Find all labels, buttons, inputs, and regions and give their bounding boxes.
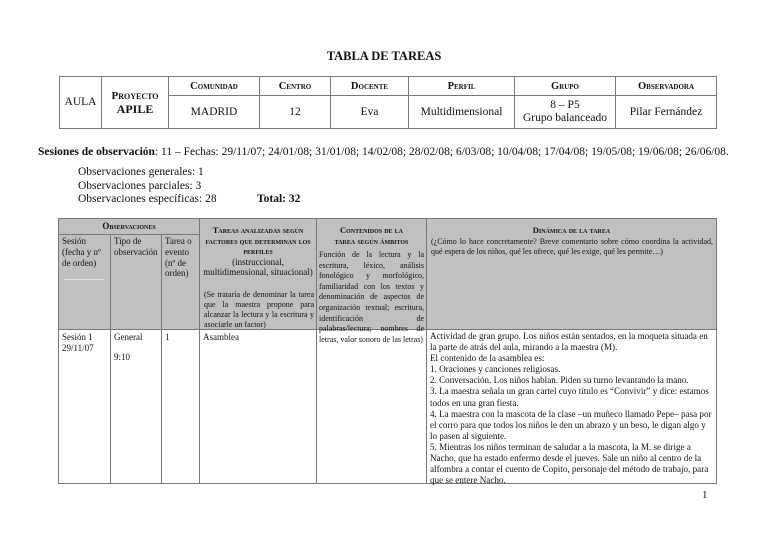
info-table [59,76,717,129]
docente-header: Docente [350,80,389,92]
dinamica-header-note: (¿Cómo lo hace concretamente? Breve comentario sobre cómo coordina la actividad, qué espera de los niños, qué les ofrece, qué les exige, qué les permite…) [431,237,713,256]
aula-label: AULA [64,96,97,108]
row1-hora: 9:10 [114,351,131,362]
comunidad-value: MADRID [190,105,238,118]
observadora-header: Observadora [637,80,695,92]
comunidad-header: Comunidad [190,80,238,92]
observaciones-header: Observaciones [102,221,156,231]
row1-tarea: 1 [165,332,170,342]
tareas-header-title: Tareas analizadas según factores que determinan los perfiles [205,225,311,256]
page-title: TABLA DE TAREAS [326,49,442,63]
grupo-header: Grupo [551,80,579,92]
proyecto-value: APILE [116,101,154,116]
row1-dinamica [427,331,716,486]
contenidos-header-title: Contenidos de la tarea según ámbitos [334,225,409,246]
row1-tipo-value: General [114,332,143,342]
dinamica-item: 1. Oraciones y canciones religiosas. [430,364,561,375]
contenidos-header-note: Función de la lectura y la escritura, léxico, análisis fonológico y morfológico, familiaridad con los textos y denominación de aspectos de organización textual; escritura, identificación de palabras/lectura; nombres de letras, valor sonoro de las letras) [319,250,424,344]
row1-sesion-number: Sesión 1 [62,332,93,342]
count-total: Total: 32 [257,193,301,205]
sesion-header: Sesión (fecha y nº de orden) [62,236,101,268]
dinamica-item: 4. La maestra con la mascota de la clase –un muñeco llamado Pepe– pasa por el corro para que todos los niños le den un abrazo y un beso, le digan algo y lo pasen al siguiente. [430,408,712,441]
dinamica-item: 5. Mientras los niños terminan de saludar a la mascota, la M. se dirige a Nacho, que ha estado enfermo desde el jueves. Sale un niño al centro de la alfombra a contar el cuento de Copito, personaje del método de trabajo, para que se entere Nacho. [430,441,709,486]
row1-tarea-nombre: Asamblea [203,332,239,342]
count-parciales: Observaciones parciales: 3 [78,179,202,192]
centro-header: Centro [278,80,312,92]
grupo-value-line1: 8 – P5 [550,99,580,111]
sessions-text: : 11 – Fechas: 29/11/07; 24/01/08; 31/01/08; 14/02/08; 28/02/08; 6/03/08; 10/04/08; 17/04/08; 19/05/08; 19/06/08; 26/06/08. [154,146,729,158]
count-generales: Observaciones generales: 1 [78,166,204,178]
observation-counts [78,166,217,207]
row1-sesion-date: 29/11/07 [62,342,94,353]
sessions-line [38,146,729,158]
dinamica-item: 2. Conversación. Los niños hablan. Piden su turno levantando la mano. [430,375,689,386]
page-number: 1 [702,489,708,501]
docente-value: Eva [360,105,379,118]
tareas-header-note: (Se trataría de denominar la tarea que la maestra propone para alcanzar la lectura y la escritura y asociarle un factor) [204,290,314,329]
grupo-value-line2: Grupo balanceado [523,112,607,124]
dinamica-paragraph: Actividad de gran grupo. Los niños están sentados, en la moqueta situada en la parte de atrás del aula, mirando a la maestra (M). [430,331,708,353]
centro-value: 12 [289,105,301,118]
tarea-header: Tarea o evento (nº de orden) [165,236,192,279]
perfil-value: Multidimensional [420,105,503,118]
dinamica-paragraph: El contenido de la asamblea es: [430,353,545,364]
perfil-header: Perfil [447,80,476,92]
count-especificas: Observaciones específicas: 28 [78,193,217,205]
row1-sesion [59,332,110,354]
tasks-table [58,218,717,484]
dinamica-item: 3. La maestra señala un gran cartel cuyo título es “Convivir” y dice: estamos todos en una gran fiesta. [430,386,709,408]
sessions-label: Sesiones de observación [38,146,155,158]
tareas-header-sub: (instruccional, multidimensional, situacional) [203,256,313,278]
tipo-header: Tipo de observación [114,236,158,257]
row1-tipo [111,332,161,363]
observadora-value: Pilar Fernández [629,105,703,118]
dinamica-header-title: Dinámica de la tarea [532,225,611,235]
proyecto-label: Proyecto [111,89,159,102]
